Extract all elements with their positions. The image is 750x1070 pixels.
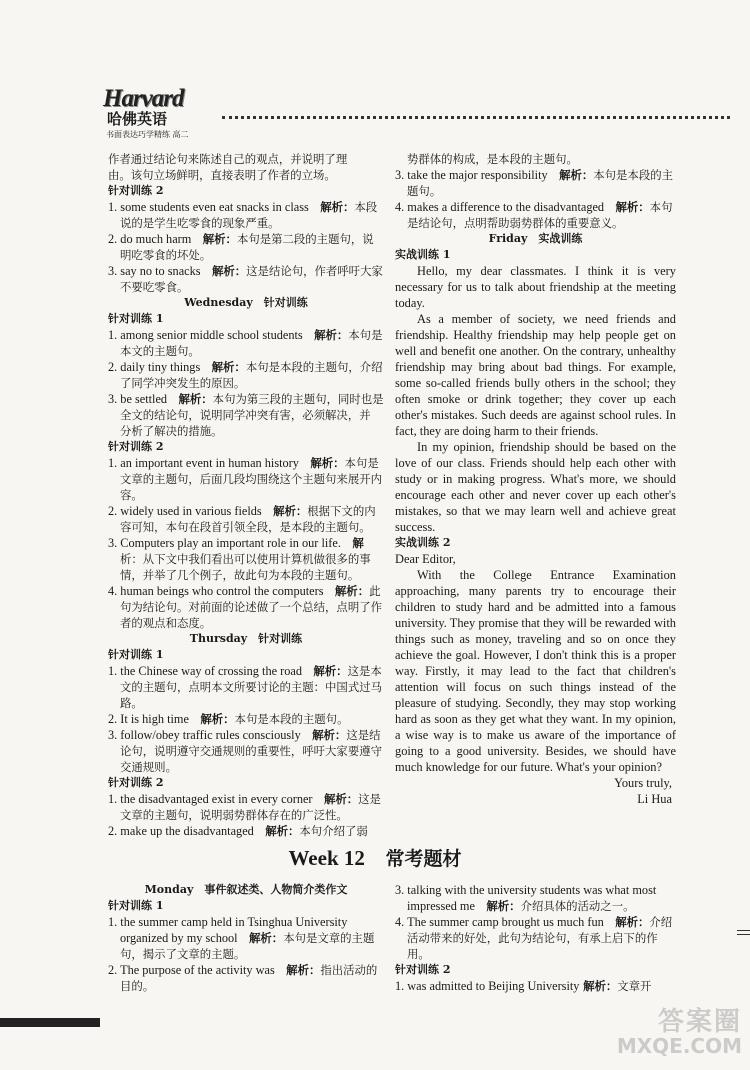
answer-phrase: 3. say no to snacks	[108, 264, 201, 278]
logo-brand: Harvard	[103, 85, 184, 112]
week-title	[0, 846, 750, 871]
analysis-label: 解析：	[178, 392, 213, 406]
section-head: 针对训练 1	[108, 312, 164, 325]
analysis-label: 解析：	[583, 979, 618, 993]
analysis-label: 解析：	[334, 584, 370, 598]
answer-phrase: 2. widely used in various fields	[108, 504, 262, 518]
section-head: 针对训练 2	[108, 440, 164, 453]
analysis-label: 解析：	[265, 824, 300, 838]
section-head: 针对训练 1	[108, 648, 164, 661]
analysis-label: 解析：	[211, 360, 246, 374]
answer-item	[108, 455, 384, 503]
right-column	[395, 151, 676, 807]
answer-list	[108, 914, 384, 994]
answer-list	[108, 663, 384, 775]
answer-phrase: 2. make up the disadvantaged	[108, 824, 254, 838]
analysis-label: 解析：	[273, 504, 308, 518]
analysis-label: 解析：	[314, 328, 349, 342]
answer-item	[395, 167, 676, 199]
analysis-label: 解析：	[310, 456, 345, 470]
answer-item	[108, 391, 384, 439]
analysis-text: 这	[358, 792, 370, 806]
day-heading-monday: Monday 事件叙述类、人物简介类作文	[144, 883, 348, 896]
answer-phrase: 3. follow/obey traffic rules consciously	[108, 728, 301, 742]
answer-phrase: 1. the Chinese way of crossing the road	[108, 664, 302, 678]
analysis-continuation: 是文章的主题句，后面几段均围绕这个主题句来展开内容。	[120, 456, 382, 502]
continuation-line: 势群体的构成，是本段的主题句。	[407, 152, 578, 166]
analysis-text: 本句是本段的主题句。	[234, 712, 349, 726]
answer-phrase: 2. It is high time	[108, 712, 189, 726]
section-head: 针对训练 1	[108, 899, 164, 912]
answer-phrase: 4. The summer camp brought us much fun	[395, 915, 604, 929]
answer-phrase: 1. an important event in human history	[108, 456, 299, 470]
analysis-label: 解析：	[615, 200, 650, 214]
answer-list	[108, 327, 384, 439]
harvard-logo	[103, 85, 223, 140]
analysis-text: 这是结论句，作者呼吁大	[246, 264, 372, 278]
analysis-text: 介绍具体的活动之一。	[520, 899, 635, 913]
watermark-text: 答案圈	[657, 1007, 742, 1037]
analysis-continuation: 明吃零食的坏处。	[120, 248, 212, 262]
margin-mark	[737, 930, 750, 931]
left-column	[108, 151, 384, 839]
week-number: Week 12	[288, 846, 365, 870]
essay-paragraph: With the College Entrance Examination approaching, many parents try to encourage their children to study hard and be admitted into a famous university. They promise that they will be rewarded with things such as money, traveling and so on once they achieve the goal. However, I don't think this is a proper way. Firstly, it may lead to the fact that children's attention will focus on such things instead of the pleasure of studying. Secondly, they may stop working hard as soon as they get what they want. In my opinion, a wise way is to make us aware of the importance of going to a good university. Besides, we should have much knowledge for our future. What's your opinion?	[395, 568, 676, 774]
analysis-continuation: 本句是结论句，点明帮助弱势群体的重要意义。	[407, 200, 673, 230]
bottom-left-column	[108, 882, 384, 994]
answer-phrase: 3. talking with the university students was what most impressed me	[395, 883, 657, 913]
analysis-text: 本句	[344, 456, 368, 470]
essay-paragraph: In my opinion, friendship should be based on the love of our class. Friends should help each other with study or in making progress. What's more, we should encourage each other and never cover up each other's mistakes, so that we may learn well and achieve great success.	[395, 440, 676, 534]
answer-list	[108, 455, 384, 631]
analysis-text: 这	[346, 728, 358, 742]
section-head: 针对训练 2	[108, 184, 164, 197]
answer-list	[395, 167, 676, 231]
analysis-label: 解析：	[615, 915, 650, 929]
bottom-right-column	[395, 882, 676, 994]
day-heading-thursday: Thursday 针对训练	[189, 632, 303, 645]
analysis-text: 这是	[347, 664, 371, 678]
answer-item	[108, 231, 384, 263]
day-heading-friday: Friday 实战训练	[488, 232, 583, 245]
answer-phrase: 2. The purpose of the activity was	[108, 963, 275, 977]
section-head: 针对训练 2	[108, 776, 164, 789]
analysis-continuation: 的主题句。	[407, 168, 674, 198]
analysis-continuation: 是结论句，说明遵守交通规则的重要性，呼吁大家要遵守交通规则。	[120, 728, 382, 774]
answer-item	[108, 535, 384, 583]
header-dotted-rule	[222, 116, 730, 119]
answer-item	[108, 711, 384, 727]
answer-list	[395, 882, 676, 962]
answer-phrase: 3. take the major responsibility	[395, 168, 548, 182]
analysis-continuation: 此句为结论句。对前面的论述做了一个总结，点明了作者的观点和态度。	[120, 584, 382, 630]
intro-line: 作者通过结论句来陈述自己的观点，并说明了理	[108, 152, 348, 166]
analysis-text: 介绍活动带来的好处，此句为结论句，有承上启下的作用。	[407, 915, 673, 961]
analysis-label: 解析：	[211, 264, 247, 278]
analysis-continuation: 是全文的结论句，说明同学冲突有害，必须解决，并 分析了解决的措施。	[120, 392, 384, 438]
answer-list	[108, 199, 384, 295]
analysis-label: 解析：	[559, 168, 594, 182]
answer-item	[108, 791, 384, 823]
logo-cn-title: 哈佛英语	[107, 110, 168, 128]
answer-item	[108, 199, 384, 231]
answer-phrase: 1. some students even eat snacks in class	[108, 200, 309, 214]
watermark-url: MXQE.COM	[616, 1034, 742, 1058]
answer-item	[108, 359, 384, 391]
margin-mark	[737, 934, 750, 935]
answer-phrase: 4. makes a difference to the disadvantaged	[395, 200, 605, 214]
answer-item	[108, 727, 384, 775]
answer-phrase: 2. do much harm	[108, 232, 192, 246]
analysis-text: 指出活动的目的。	[120, 963, 378, 993]
closing: Yours truly,	[614, 776, 672, 790]
analysis-label: 解析：	[249, 931, 284, 945]
analysis-text: 本句为第三段的主题句，同时也	[212, 392, 373, 406]
analysis-text: 根据下文的	[307, 504, 365, 518]
answer-phrase: 2. daily tiny things	[108, 360, 201, 374]
analysis-text: 本句	[348, 328, 372, 342]
answer-item	[108, 583, 384, 631]
answer-item	[395, 199, 676, 231]
analysis-label: 解析：	[312, 728, 347, 742]
footer-bar	[0, 1018, 100, 1027]
essay-1	[395, 263, 676, 535]
answer-item	[108, 327, 384, 359]
analysis-text: 本句是文章的主题句，揭示了文章的主题。	[120, 931, 375, 961]
analysis-continuation: 是文章的主题句，说明弱势群体存在的广泛性。	[120, 792, 381, 822]
analysis-label: 解	[352, 536, 364, 550]
section-head: 针对训练 2	[395, 963, 451, 976]
answer-phrase: 1. among senior middle school students	[108, 328, 303, 342]
answer-phrase: 3. be settled	[108, 392, 168, 406]
answer-item	[395, 882, 676, 914]
analysis-label: 解析：	[200, 712, 235, 726]
answer-phrase: 3. Computers play an important role in our life.	[108, 536, 341, 550]
analysis-continuation: 本文的主题句，点明本文所要讨论的主题：中国式过马路。	[120, 664, 382, 710]
analysis-continuation: 家不要吃零食。	[120, 264, 383, 294]
section-head: 实战训练 2	[395, 536, 451, 549]
essay-2	[395, 551, 676, 775]
analysis-continuation: 说的是学生吃零食的现象严重。	[120, 216, 280, 230]
signature-name: Li Hua	[637, 792, 672, 806]
section-head: 实战训练 1	[395, 248, 451, 261]
intro-line: 由。该句立场鲜明，直接表明了作者的立场。	[108, 168, 336, 182]
answer-item	[395, 978, 676, 994]
answer-item	[108, 823, 384, 839]
analysis-text: 本句是本段的主题句，介	[245, 360, 372, 374]
answer-list	[108, 791, 384, 839]
analysis-continuation: 析：从下文中我们看出可以使用计算机做很多的事情，并举了几个例子，故此句为本段的主题句。	[120, 552, 371, 582]
day-heading-wednesday: Wednesday 针对训练	[184, 296, 308, 309]
analysis-continuation: 是本文的主题句。	[120, 328, 383, 358]
watermark	[616, 1007, 742, 1058]
analysis-text: 本句是本段	[593, 168, 651, 182]
essay-paragraph: Hello, my dear classmates. I think it is very necessary for us to talk about friendship at the meeting today.	[395, 264, 676, 310]
answer-item	[395, 914, 676, 962]
answer-item	[108, 503, 384, 535]
answer-phrase: 1. the summer camp held in Tsinghua University organized by my school	[108, 915, 348, 945]
answer-item	[108, 914, 384, 962]
analysis-text: 文章开	[617, 979, 652, 993]
analysis-label: 解析：	[313, 664, 348, 678]
analysis-label: 解析：	[202, 232, 237, 246]
answer-phrase: 1. the disadvantaged exist in every corner	[108, 792, 313, 806]
analysis-continuation: 内容可知，本句在段首引领全段，是本段的主题句。	[120, 504, 376, 534]
analysis-label: 解析：	[320, 200, 355, 214]
week-topic: 常考题材	[385, 848, 462, 870]
analysis-text: 本句是第二段的主题句，说	[236, 232, 374, 246]
essay-paragraph: As a member of society, we need friends and friendship. Healthy friendship may help people get on well and benefit one another. On the contrary, unhealthy friendship may bring about bad things. For example, some so-called friends bully others in the school; they often smoke or drink together; they cover up each other's mistakes. Such deeds are against school rules. In fact, they are doing harm to their friends.	[395, 312, 676, 438]
analysis-text: 本句介绍了弱	[299, 824, 368, 838]
answer-phrase: 4. human beings who control the computers	[108, 584, 324, 598]
salutation: Dear Editor,	[395, 552, 456, 566]
analysis-text: 本段	[354, 200, 378, 214]
answer-item	[108, 962, 384, 994]
answer-item	[108, 263, 384, 295]
analysis-label: 解析：	[323, 792, 359, 806]
analysis-continuation: 绍了同学冲突发生的原因。	[120, 360, 383, 390]
analysis-label: 解析：	[286, 963, 321, 977]
answer-item	[108, 663, 384, 711]
logo-subtitle: 书面表达巧学精练 高二	[106, 130, 189, 139]
analysis-label: 解析：	[486, 899, 521, 913]
answer-phrase: 1. was admitted to Beijing University	[395, 979, 580, 993]
